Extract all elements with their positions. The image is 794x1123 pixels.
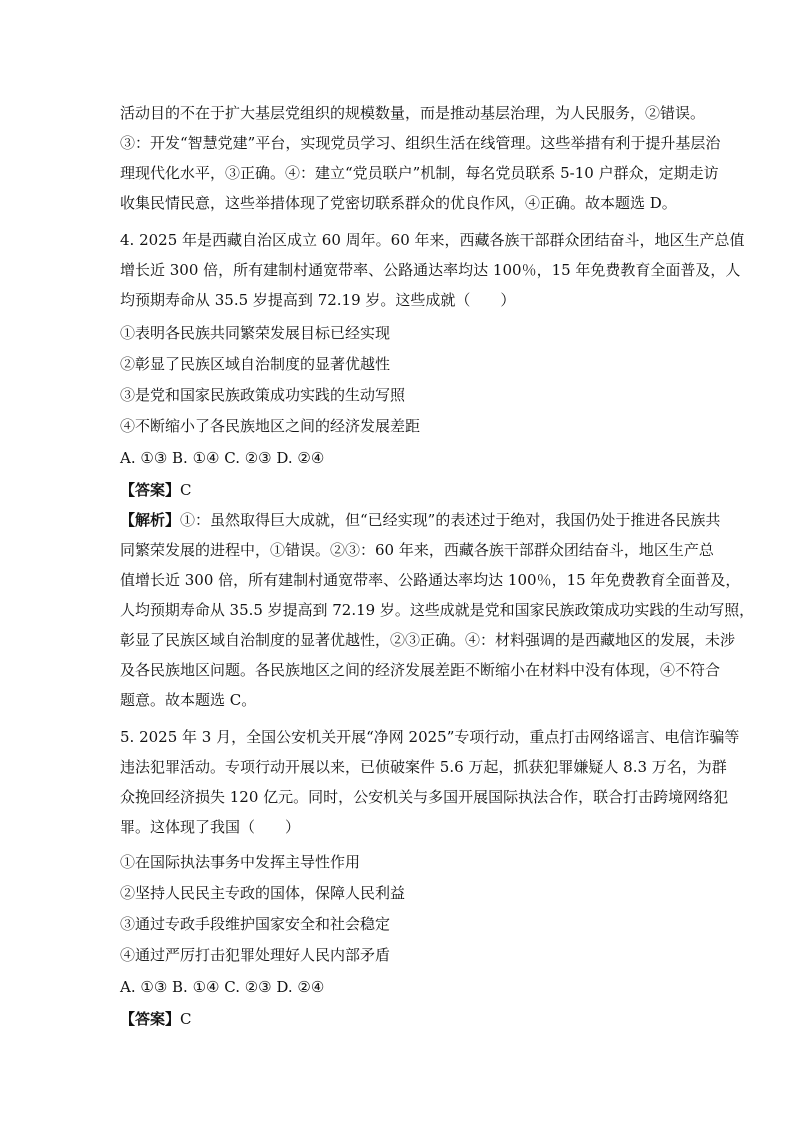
- q4-analysis-line: 人均预期寿命从 35.5 岁提高到 72.19 岁。这些成就是党和国家民族政策成功实践的生动写照，: [120, 601, 755, 619]
- q5-option: ①在国际执法事务中发挥主导性作用: [120, 853, 361, 871]
- q4-answer: [120, 480, 192, 500]
- q5-stem-line: 违法犯罪活动。专项行动开展以来，已侦破案件 5.6 万起，抓获犯罪嫌疑人 8.3 万名，为群: [120, 758, 727, 776]
- prev-analysis-line: 活动目的不在于扩大基层党组织的规模数量，而是推动基层治理，为人民服务，②错误。: [120, 104, 706, 122]
- q4-analysis-line: 及各民族地区问题。各民族地区之间的经济发展差距不断缩小在材料中没有体现，④不符合: [120, 661, 721, 679]
- prev-analysis-line: ③：开发“智慧党建”平台，实现党员学习、组织生活在线管理。这些举措有利于提升基层治: [120, 134, 721, 152]
- answer-value: C: [180, 481, 192, 499]
- q4-analysis-line: 值增长近 300 倍，所有建制村通宽带率、公路通达率均达 100％，15 年免费教育全面普及，: [120, 571, 741, 589]
- q4-stem-line: 均预期寿命从 35.5 岁提高到 72.19 岁。这些成就（ ）: [120, 291, 516, 309]
- q5-option: ③通过专政手段维护国家安全和社会稳定: [120, 915, 391, 933]
- q5-option: ④通过严厉打击犯罪处理好人民内部矛盾: [120, 946, 391, 964]
- q4-option: ①表明各民族共同繁荣发展目标已经实现: [120, 324, 391, 342]
- q4-analysis-line: 彰显了民族区域自治制度的显著优越性，②③正确。④：材料强调的是西藏地区的发展，未涉: [120, 631, 736, 649]
- analysis-text: ①：虽然取得巨大成就，但“已经实现”的表述过于绝对，我国仍处于推进各民族共: [180, 511, 721, 529]
- prev-analysis-line: 收集民情民意，这些举措体现了党密切联系群众的优良作风，④正确。故本题选 D。: [120, 194, 677, 212]
- q5-stem-line: 众挽回经济损失 120 亿元。同时，公安机关与多国开展国际执法合作，联合打击跨境网络犯: [120, 788, 729, 806]
- q5-option: ②坚持人民民主专政的国体，保障人民利益: [120, 884, 406, 902]
- q5-stem-line: 罪。这体现了我国（ ）: [120, 818, 301, 836]
- prev-analysis-line: 理现代化水平，③正确。④：建立“党员联户”机制，每名党员联系 5-10 户群众，定期走访: [120, 164, 719, 182]
- answer-label: 【答案】: [120, 481, 181, 499]
- q4-option: ④不断缩小了各民族地区之间的经济发展差距: [120, 417, 421, 435]
- q5-stem-line: 5. 2025 年 3 月，全国公安机关开展“净网 2025”专项行动，重点打击网络谣言、电信诈骗等: [120, 728, 740, 746]
- q4-option: ②彰显了民族区域自治制度的显著优越性: [120, 355, 391, 373]
- answer-label: 【答案】: [120, 1010, 181, 1028]
- q4-stem-line: 4. 2025 年是西藏自治区成立 60 周年。60 年来，西藏各族干部群众团结奋斗，地区生产总值: [120, 231, 745, 249]
- answer-value: C: [180, 1010, 192, 1028]
- q4-analysis-line: [120, 510, 720, 530]
- q5-answer: [120, 1009, 192, 1029]
- q4-analysis-line: 同繁荣发展的进程中，①错误。②③：60 年来，西藏各族干部群众团结奋斗，地区生产总: [120, 541, 714, 559]
- q4-analysis-line: 题意。故本题选 C。: [120, 691, 257, 709]
- analysis-label: 【解析】: [120, 511, 181, 529]
- q5-choices: A. ①③ B. ①④ C. ②③ D. ②④: [120, 978, 325, 996]
- q4-option: ③是党和国家民族政策成功实践的生动写照: [120, 386, 406, 404]
- q4-stem-line: 增长近 300 倍，所有建制村通宽带率、公路通达率均达 100％，15 年免费教育全面普及，人: [120, 261, 741, 279]
- q4-choices: A. ①③ B. ①④ C. ②③ D. ②④: [120, 449, 325, 467]
